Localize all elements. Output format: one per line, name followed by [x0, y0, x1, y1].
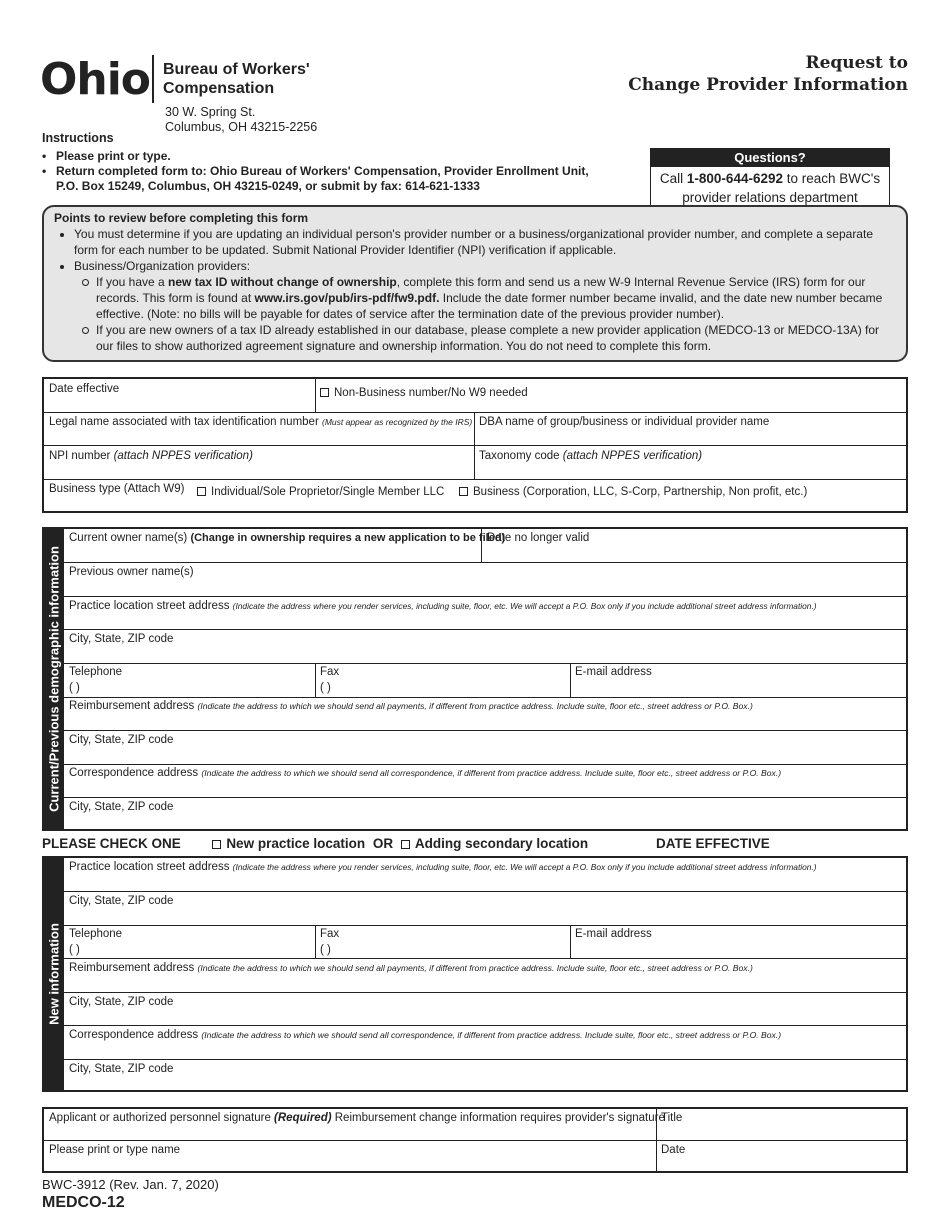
reimbursement-note: (Indicate the address to which we should send all payments, if different from practice address. Include suite, floor etc., street address or P.O. Box.): [197, 701, 753, 711]
new-reimbursement-field[interactable]: [69, 961, 753, 975]
fax-area-code: ( ): [320, 682, 331, 694]
legal-name-field[interactable]: [49, 415, 472, 429]
taxonomy-note: (attach NPPES verification): [562, 450, 703, 462]
signature-note: Reimbursement change information requires provider's signature: [334, 1112, 665, 1124]
taxonomy-field[interactable]: [479, 449, 702, 463]
ohio-logo: Ohio: [40, 54, 151, 105]
date-effective-field[interactable]: Date effective: [49, 383, 120, 395]
questions-phone[interactable]: 1-800-644-6292: [686, 171, 783, 186]
adding-secondary-label: Adding secondary location: [414, 836, 589, 851]
logo-divider: [152, 55, 154, 103]
npi-field[interactable]: [49, 449, 253, 463]
new-city-state-zip-2[interactable]: City, State, ZIP code: [69, 996, 174, 1008]
practice-note: (Indicate the address where you render services, including suite, floor, etc. We will accept a P.O. Box only if you include additional street address information.): [232, 862, 817, 872]
checkbox-icon[interactable]: [459, 487, 468, 496]
current-reimbursement-field[interactable]: [69, 699, 753, 713]
business-label: Business (Corporation, LLC, S-Corp, Partnership, Non profit, etc.): [473, 486, 808, 498]
business-checkbox[interactable]: [459, 485, 807, 499]
new-side-label: [44, 858, 64, 1090]
current-owner-field[interactable]: [69, 531, 505, 545]
new-fax-field[interactable]: Fax: [320, 928, 340, 940]
checkbox-icon[interactable]: [320, 388, 329, 397]
provider-info-box: [42, 377, 908, 513]
sub1-pre: If you have a: [96, 275, 169, 289]
signature-label: Applicant or authorized personnel signature: [49, 1112, 271, 1124]
form-title: [628, 52, 908, 96]
title-field[interactable]: Title: [661, 1112, 683, 1124]
current-telephone-field[interactable]: Telephone: [69, 666, 123, 678]
new-side-text: New information: [46, 923, 62, 1025]
current-side-text: Current/Previous demographic information: [46, 546, 62, 812]
correspondence-note: (Indicate the address to which we should send all correspondence, if different from practice address. Include suite, floor etc., street address or P.O. Box.): [201, 768, 782, 778]
individual-label: Individual/Sole Proprietor/Single Member LLC: [211, 486, 445, 498]
current-email-field[interactable]: E-mail address: [575, 666, 652, 678]
current-owner-label: Current owner name(s): [69, 532, 188, 544]
questions-text-before: Call: [659, 171, 687, 186]
irs-w9-link[interactable]: www.irs.gov/pub/irs-pdf/fw9.pdf.: [254, 291, 440, 305]
legal-name-note: (Must appear as recognized by the IRS): [321, 417, 473, 427]
new-practice-checkbox[interactable]: [212, 836, 365, 851]
form-title-line1: Request to: [805, 53, 908, 73]
points-item: [74, 258, 896, 354]
form-title-line2: Change Provider Information: [628, 75, 908, 95]
new-city-state-zip-3[interactable]: City, State, ZIP code: [69, 1063, 174, 1075]
practice-label: Practice location street address: [69, 861, 230, 873]
questions-text-after: to reach BWC's provider relations department: [682, 171, 881, 205]
npi-label: NPI number: [49, 450, 111, 462]
fax-area-code: ( ): [320, 944, 331, 956]
bureau-address: [165, 105, 317, 135]
checkbox-icon[interactable]: [197, 487, 206, 496]
points-subitem: If you are new owners of a tax ID already established in our database, please complete a new provider application (MEDCO-13 or MEDCO-13A) for our files to show authorized agreement signature and ownership information. You do not need to complete this form.: [96, 322, 896, 354]
current-city-state-zip-3[interactable]: City, State, ZIP code: [69, 801, 174, 813]
correspondence-label: Correspondence address: [69, 1029, 199, 1041]
points-heading: Points to review before completing this form: [54, 211, 309, 225]
current-city-state-zip-2[interactable]: City, State, ZIP code: [69, 734, 174, 746]
please-check-one-row: [42, 836, 908, 851]
business-type-label: Business type (Attach W9): [49, 483, 185, 495]
current-previous-section: [42, 527, 908, 831]
points-subitem: [96, 274, 896, 322]
new-email-field[interactable]: E-mail address: [575, 928, 652, 940]
bureau-name: Bureau of Workers' Compensation: [163, 61, 310, 97]
current-fax-field[interactable]: Fax: [320, 666, 340, 678]
reimbursement-note: (Indicate the address to which we should send all payments, if different from practice address. Include suite, floor etc., street address or P.O. Box.): [197, 963, 753, 973]
telephone-area-code: ( ): [69, 944, 80, 956]
print-name-field[interactable]: Please print or type name: [49, 1144, 181, 1156]
npi-note: (attach NPPES verification): [113, 450, 253, 462]
non-business-label: Non-Business number/No W9 needed: [334, 387, 528, 399]
individual-checkbox[interactable]: [197, 485, 444, 499]
new-practice-label: New practice location: [226, 836, 366, 851]
or-label: OR: [372, 836, 394, 851]
address-line2: Columbus, OH 43215-2256: [165, 120, 318, 134]
date-no-longer-valid-field[interactable]: Date no longer valid: [487, 532, 590, 544]
correspondence-label: Correspondence address: [69, 767, 199, 779]
points-list: [54, 226, 896, 354]
instructions-list: [42, 149, 602, 194]
address-line1: 30 W. Spring St.: [165, 105, 256, 119]
reimbursement-label: Reimbursement address: [69, 700, 195, 712]
signature-field[interactable]: [49, 1111, 665, 1125]
instructions-heading: Instructions: [42, 131, 114, 145]
reimbursement-label: Reimbursement address: [69, 962, 195, 974]
practice-label: Practice location street address: [69, 600, 230, 612]
questions-heading: Questions?: [651, 149, 889, 167]
current-side-label: [44, 529, 64, 829]
non-business-checkbox[interactable]: [320, 386, 528, 400]
points-item-label: Business/Organization providers:: [74, 259, 251, 273]
checkbox-icon[interactable]: [212, 840, 221, 849]
date-field[interactable]: Date: [661, 1144, 686, 1156]
current-correspondence-field[interactable]: [69, 766, 781, 780]
dba-name-field[interactable]: DBA name of group/business or individual provider name: [479, 416, 770, 428]
please-check-label: PLEASE CHECK ONE: [42, 836, 181, 851]
current-owner-note: (Change in ownership requires a new application to be filed): [190, 532, 506, 544]
adding-secondary-checkbox[interactable]: [401, 836, 588, 851]
new-information-section: [42, 856, 908, 1092]
medco-number: MEDCO-12: [42, 1194, 125, 1211]
signature-box: [42, 1107, 908, 1173]
legal-name-label: Legal name associated with tax identification number: [49, 416, 319, 428]
date-effective-heading: DATE EFFECTIVE: [656, 836, 770, 851]
new-correspondence-field[interactable]: [69, 1028, 781, 1042]
previous-owner-field[interactable]: Previous owner name(s): [69, 566, 194, 578]
points-to-review-box: [42, 205, 908, 362]
form-number: BWC-3912 (Rev. Jan. 7, 2020): [42, 1177, 219, 1192]
sub1-post: Include the date former number became invalid, and the date new number became effective. (Note: no bills will be payable for dates of service after the termination date of the previous provider number).: [96, 291, 883, 321]
taxonomy-label: Taxonomy code: [479, 450, 560, 462]
new-telephone-field[interactable]: Telephone: [69, 928, 123, 940]
sub1-mid: , complete this form and send us a new W-9 Internal Revenue Service (IRS) form for our records. This form is found at: [96, 275, 866, 305]
questions-text: [651, 167, 889, 207]
practice-note: (Indicate the address where you render services, including suite, floor, etc. We will accept a P.O. Box only if you include additional street address information.): [232, 601, 817, 611]
new-practice-address-field[interactable]: [69, 860, 817, 874]
checkbox-icon[interactable]: [401, 840, 410, 849]
correspondence-note: (Indicate the address to which we should send all correspondence, if different from practice address. Include suite, floor etc., street address or P.O. Box.): [201, 1030, 782, 1040]
new-city-state-zip-1[interactable]: City, State, ZIP code: [69, 895, 174, 907]
points-item: • You must determine if you are updating an individual person's provider number or a business/organizational provider number, and complete a separate form for each number to be updated. Submit National Provider Identifier (NPI) verification if applicable.: [74, 226, 896, 258]
points-sublist: [74, 274, 896, 354]
signature-required: (Required): [274, 1112, 332, 1124]
telephone-area-code: ( ): [69, 682, 80, 694]
current-practice-address-field[interactable]: [69, 599, 817, 613]
instruction-item: • Please print or type.: [42, 149, 602, 164]
sub1-bold: new tax ID without change of ownership: [168, 275, 397, 289]
current-city-state-zip-1[interactable]: City, State, ZIP code: [69, 633, 174, 645]
instruction-item: • Return completed form to: Ohio Bureau of Workers' Compensation, Provider Enrollment Unit, P.O. Box 15249, Columbus, OH 43215-0249, or submit by fax: 614-621-1333: [42, 164, 602, 194]
questions-box: [650, 148, 890, 210]
